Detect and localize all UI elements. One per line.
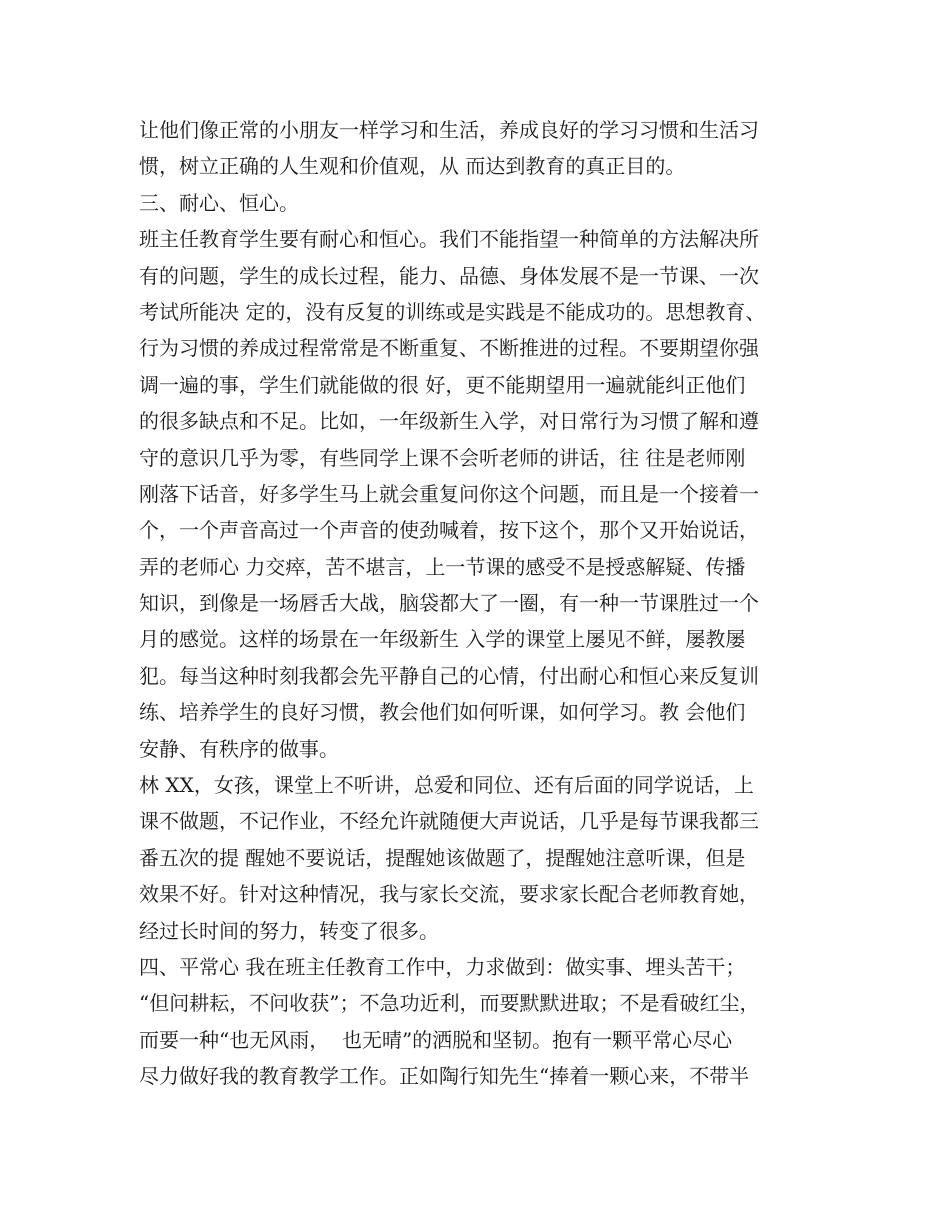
text-line-21: 番五次的提 醒她不要说话，提醒她该做题了，提醒她注意听课，但是: [139, 845, 746, 870]
section-heading-24: 四、平常心 我在班主任教育工作中，力求做到：做实事、埋头苦干；: [139, 954, 746, 979]
text-line-7: 行为习惯的养成过程常常是不断重复、不断推进的过程。不要期望你强: [139, 336, 759, 361]
text-line-20: 课不做题，不记作业，不经允许就随便大声说话，几乎是每节课我都三: [139, 809, 759, 834]
text-line-15: 月的感觉。这样的场景在一年级新生 入学的课堂上屡见不鲜，屡教屡: [139, 627, 746, 652]
text-line-19: 林 XX，女孩，课堂上不听讲，总爱和同位、还有后面的同学说话，上: [139, 773, 754, 798]
text-line-13: 弄的老师心 力交瘁，苦不堪言，上一节课的感受不是授惑解疑、传播: [139, 554, 746, 579]
section-heading-3: 三、耐心、恒心。: [139, 190, 299, 215]
text-line-5: 有的问题，学生的成长过程，能力、品德、身体发展不是一节课、一次: [139, 263, 759, 288]
text-line-23: 经过长时间的努力，转变了很多。: [139, 918, 439, 943]
document-body: [139, 112, 819, 1095]
text-line-12: 个，一个声音高过一个声音的使劲喊着，按下这个，那个又开始说话，: [139, 518, 759, 543]
text-line-16: 犯。每当这种时刻我都会先平静自己的心情，付出耐心和恒心来反复训: [139, 663, 759, 688]
text-line-26: 而要一种“也无风雨， 也无晴”的洒脱和坚韧。抱有一颗平常心尽心: [139, 1027, 733, 1052]
text-line-10: 守的意识几乎为零，有些同学上课不会听老师的讲话，往 往是老师刚: [139, 445, 746, 470]
text-line-11: 刚落下话音，好多学生马上就会重复问你这个问题，而且是一个接着一: [139, 481, 759, 506]
text-line-4: 班主任教育学生要有耐心和恒心。我们不能指望一种简单的方法解决所: [139, 227, 759, 252]
text-line-27: 尽力做好我的教育教学工作。正如陶行知先生“捧着一颗心来，不带半: [139, 1064, 750, 1089]
text-line-8: 调一遍的事，学生们就能做的很 好，更不能期望用一遍就能纠正他们: [139, 372, 746, 397]
text-line-6: 考试所能决 定的，没有反复的训练或是实践是不能成功的。思想教育、: [139, 299, 766, 324]
text-line-25: “但问耕耘，不问收获”；不急功近利，而要默默进取；不是看破红尘，: [139, 991, 760, 1016]
text-line-9: 的很多缺点和不足。比如，一年级新生入学，对日常行为习惯了解和遵: [139, 409, 759, 434]
text-line-2: 惯，树立正确的人生观和价值观，从 而达到教育的真正目的。: [139, 154, 686, 179]
text-line-18: 安静、有秩序的做事。: [139, 736, 339, 761]
text-line-14: 知识，到像是一场唇舌大战，脑袋都大了一圈，有一种一节课胜过一个: [139, 591, 759, 616]
text-line-17: 练、培养学生的良好习惯，教会他们如何听课，如何学习。教 会他们: [139, 700, 746, 725]
text-line-22: 效果不好。针对这种情况，我与家长交流，要求家长配合老师教育她，: [139, 882, 759, 907]
text-line-1: 让他们像正常的小朋友一样学习和生活，养成良好的学习习惯和生活习: [139, 118, 759, 142]
